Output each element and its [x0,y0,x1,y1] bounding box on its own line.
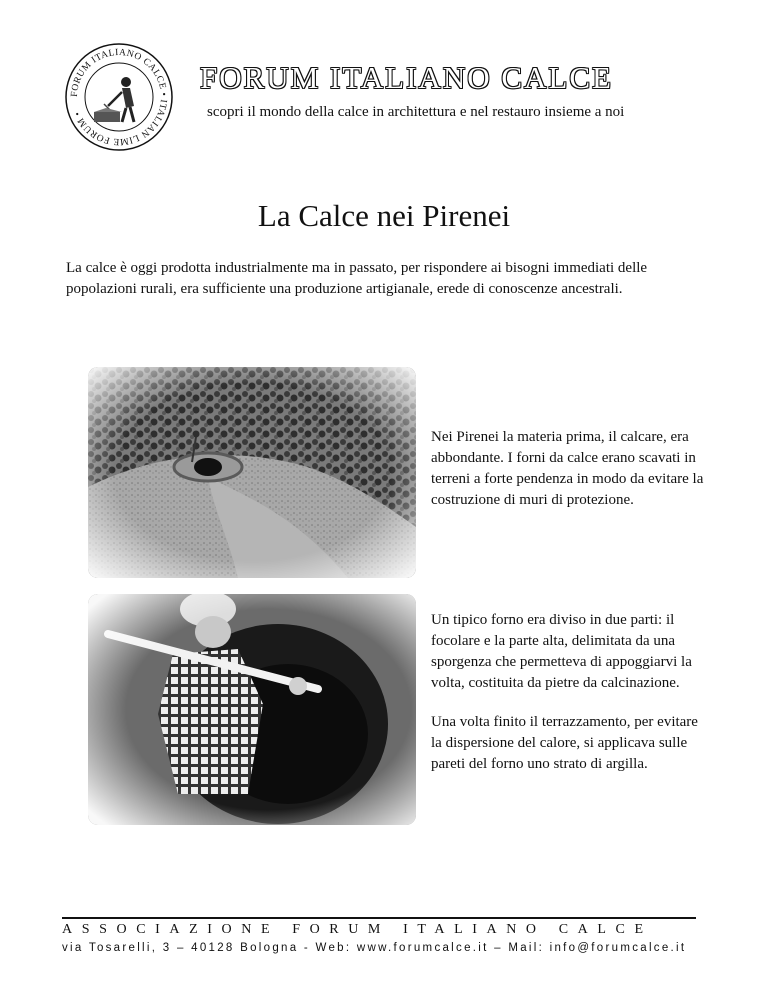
forum-logo [64,42,174,152]
section2-text [431,610,711,793]
section1-paragraph: Nei Pirenei la materia prima, il calcare, era abbondante. I forni da calce erano scavati in terreni a forte pendenza in modo da evitare la costruzione di muri di protezione. [431,429,704,508]
intro-paragraph: La calce è oggi prodotta industrialmente ma in passato, per rispondere ai bisogni immediati delle popolazioni rurali, era sufficiente una produzione artigianale, erede di conoscenze ancestrali. [66,260,648,297]
tagline: scopri il mondo della calce in architettura e nel restauro insieme a noi [207,104,625,120]
brand-title: FORUM ITALIANO CALCE [200,60,613,95]
section2-paragraph-2: Una volta finito il terrazzamento, per evitare la dispersione del calore, si applicava sulle pareti del forno uno strato di argilla. [431,714,698,772]
footer-address: via Tosarelli, 3 – 40128 Bologna - Web: www.forumcalce.it – Mail: info@forumcalce.it [62,942,687,954]
logo-ring-text: FORUM ITALIANO CALCE • ITALIAN LIME FORUM • [69,47,169,147]
forum-seal-icon [64,42,174,152]
footer-association-name: ASSOCIAZIONE FORUM ITALIANO CALCE [62,922,653,937]
page-title: La Calce nei Pirenei [257,198,511,233]
section2-paragraph-1: Un tipico forno era diviso in due parti: il focolare e la parte alta, delimitata da una sporgenza che permetteva di appoggiarvi la volta, costituita da pietre da calcinazione. [431,612,692,691]
footer-divider [62,917,696,919]
kiln-digging-photo [88,594,416,825]
kiln-hillside-photo [88,367,416,578]
section1-text [431,427,711,529]
